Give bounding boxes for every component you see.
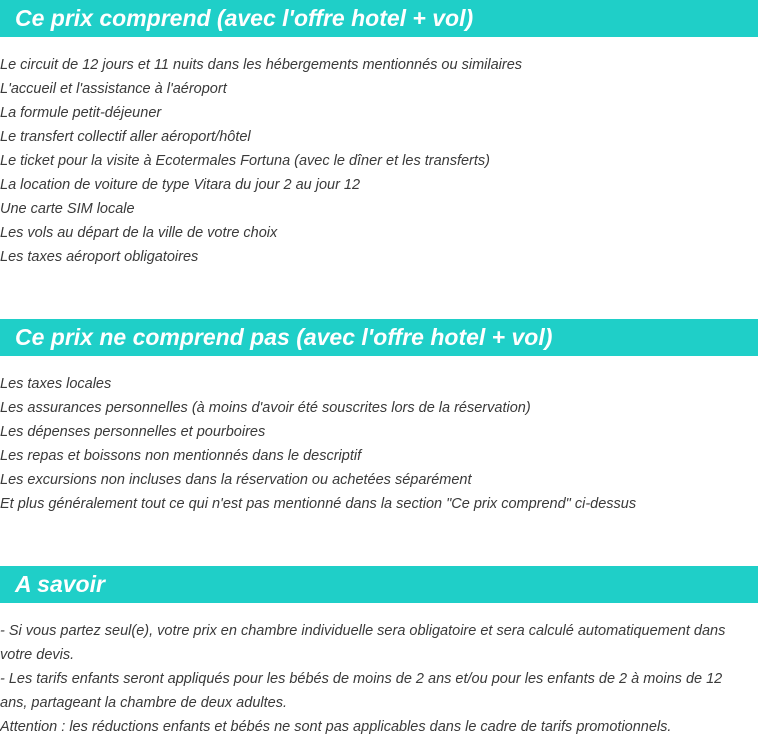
list-item: Les repas et boissons non mentionnés dans le descriptif: [0, 448, 362, 464]
section-title-good-to-know: A savoir: [0, 566, 758, 603]
list-item: Les taxes aéroport obligatoires: [0, 249, 199, 265]
list-item: Le circuit de 12 jours et 11 nuits dans les hébergements mentionnés ou similaires: [0, 57, 523, 73]
section-title-excludes: Ce prix ne comprend pas (avec l'offre hotel + vol): [0, 319, 758, 356]
list-item: Les assurances personnelles (à moins d'avoir été souscrites lors de la réservation): [0, 400, 531, 416]
info-paragraph: - Les tarifs enfants seront appliqués pour les bébés de moins de 2 ans et/ou pour les enfants de 2 à moins de 12 ans, partageant la chambre de deux adultes.: [0, 671, 723, 711]
list-item: Une carte SIM locale: [0, 201, 135, 217]
list-item: Les vols au départ de la ville de votre choix: [0, 225, 278, 241]
good-to-know-text: [0, 619, 752, 739]
info-paragraph: Attention : les réductions enfants et bébés ne sont pas applicables dans le cadre de tarifs promotionnels.: [0, 719, 672, 735]
list-item: La location de voiture de type Vitara du jour 2 au jour 12: [0, 177, 361, 193]
list-item: Les excursions non incluses dans la réservation ou achetées séparément: [0, 472, 472, 488]
list-item: Le transfert collectif aller aéroport/hôtel: [0, 129, 251, 145]
list-item: Les taxes locales: [0, 376, 112, 392]
excludes-list: [0, 372, 758, 516]
list-item: Le ticket pour la visite à Ecotermales Fortuna (avec le dîner et les transferts): [0, 153, 490, 169]
list-item: L'accueil et l'assistance à l'aéroport: [0, 81, 227, 97]
list-item: La formule petit-déjeuner: [0, 105, 162, 121]
info-paragraph: - Si vous partez seul(e), votre prix en chambre individuelle sera obligatoire et sera calculé automatiquement dans votre devis.: [0, 623, 726, 663]
includes-list: [0, 53, 758, 269]
list-item: Et plus généralement tout ce qui n'est pas mentionné dans la section "Ce prix comprend" ci-dessus: [0, 496, 637, 512]
section-title-includes: Ce prix comprend (avec l'offre hotel + vol): [0, 0, 758, 37]
list-item: Les dépenses personnelles et pourboires: [0, 424, 266, 440]
